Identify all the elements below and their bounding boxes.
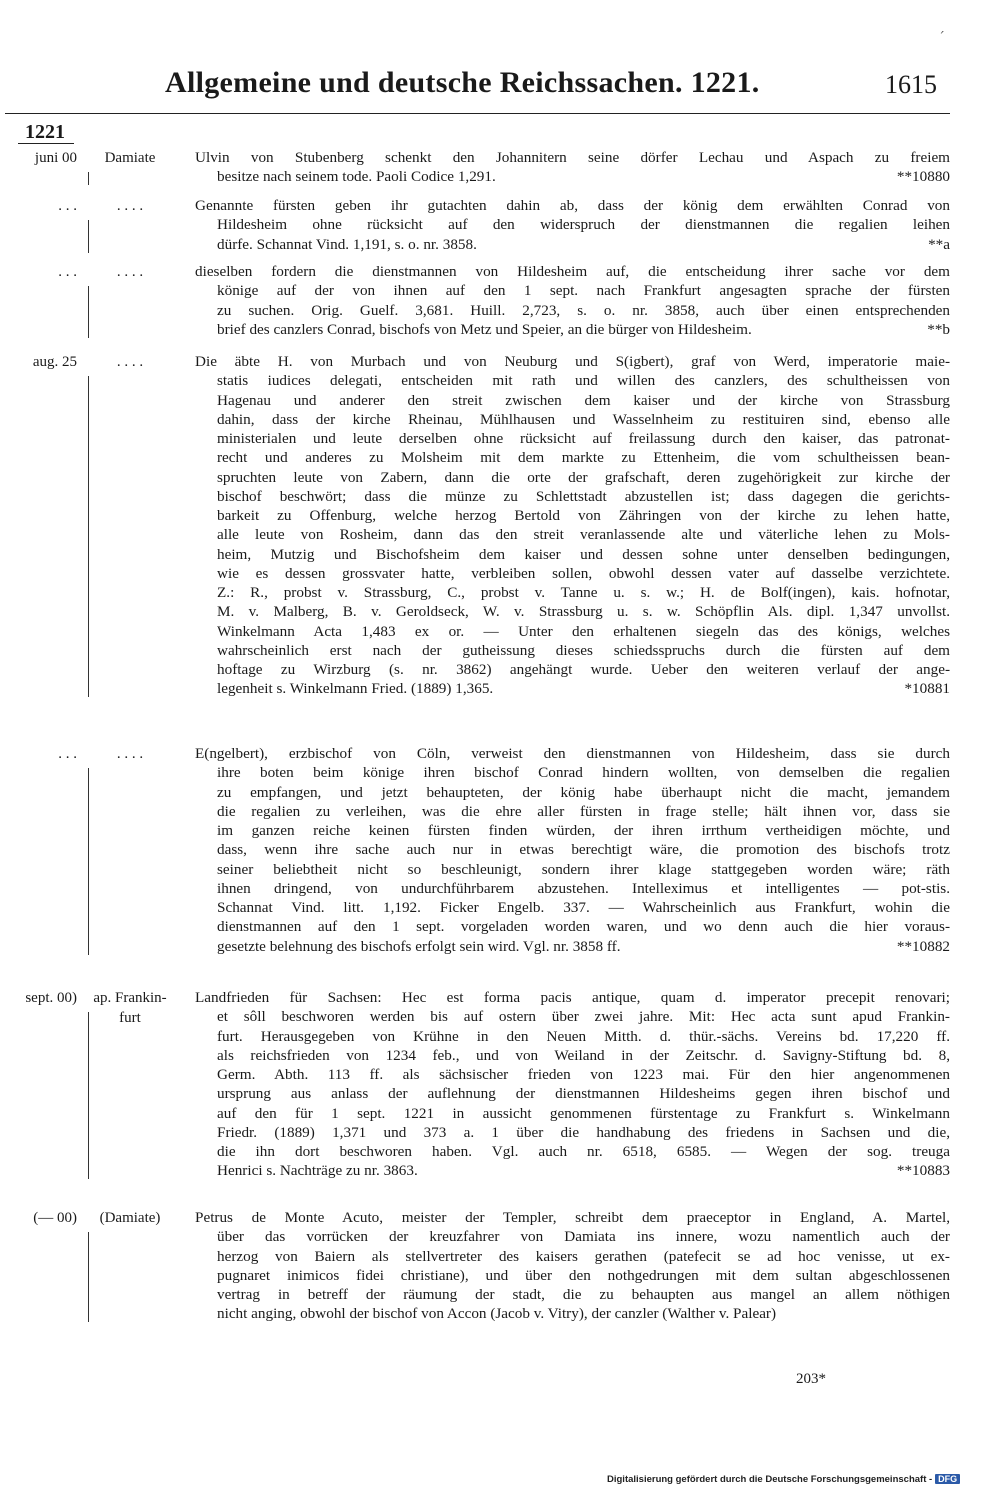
text-line-content: herzog von Baiern als stellvertreter des kaisers gerathen (patefecit se ad hoc venisse, ut ex- xyxy=(217,1247,950,1265)
page-number: 1615 xyxy=(885,70,937,99)
text-line xyxy=(195,148,950,167)
text-line-content: spruchten leute von Zabern, dann die orte der grafschaft, deren zugehörigkeit zur kirche der xyxy=(217,468,950,486)
text-line xyxy=(195,371,950,390)
text-line-content: könige auf der von ihnen auf den 1 sept. nach Frankfurt angesagten sprache der fürsten xyxy=(217,282,950,300)
text-line xyxy=(195,564,950,583)
text-line-content: bischof beschwört; dass die münze zu Schlettstadt abzustellen ist; dass dagegen die gerichts- xyxy=(217,487,950,505)
text-line-content: vertrag in betreff der räumung der stadt, die zu behaupten aus mangel an allem nöthigen xyxy=(217,1286,950,1303)
text-line xyxy=(195,1084,950,1103)
text-line-content: heim, Mutzig und Bischofsheim dem kaiser und dessen sohne unter denselben bedingungen, xyxy=(217,545,950,563)
margin-bracket xyxy=(88,172,89,185)
text-line-content: Ulvin von Stubenberg schenkt den Johannitern seine dörfer Lechau und Aspach zu freiem xyxy=(195,149,950,166)
text-line xyxy=(195,468,950,487)
text-line xyxy=(195,917,950,936)
text-line xyxy=(195,1142,950,1161)
text-line xyxy=(195,641,950,660)
text-line-content: Hildesheim ohne rücksicht auf den widerspruch der dienstmannen die regalien leihen xyxy=(217,216,950,234)
text-line xyxy=(195,1046,950,1065)
text-line xyxy=(195,167,950,186)
signature-mark: 203* xyxy=(796,1371,826,1387)
text-line-content: Hagenau und anderer den streit zwischen dem kaiser und der kirche von Strassburg xyxy=(217,391,950,409)
text-line xyxy=(195,1065,950,1084)
text-line xyxy=(195,988,950,1007)
text-line xyxy=(195,1104,950,1123)
entry-place: ap. Frankin- furt xyxy=(93,990,167,1026)
entry-place: . . . . xyxy=(116,354,144,370)
text-line-content: über das vorrücken der kreuzfahrer von Damiata ins innere, wozu namentlich auch der xyxy=(217,1228,950,1246)
entry-text xyxy=(195,1208,950,1324)
text-line-content: die regalien zu verleihen, was die ehre aller fürsten in frage stelle; hält ihnen vor, dass sie xyxy=(217,802,950,820)
text-line xyxy=(195,660,950,679)
text-line-content: pugnaret inimicos fidei christiane), und über den nothgedrungen mit dem sultan abgeschlossenen xyxy=(217,1266,950,1284)
text-line xyxy=(195,235,950,254)
entry-text xyxy=(195,988,950,1181)
text-line-content: Friedr. (1889) 1,371 und 373 a. 1 über die handhabung des friedens in Sachsen und die, xyxy=(217,1123,950,1141)
text-line-content: dieselben fordern die dienstmannen von Hildesheim auf, die entscheidung ihrer sache vor dem xyxy=(195,263,950,280)
text-line-content: M. v. Malberg, B. v. Geroldseck, W. v. Strassburg u. s. w. Schöpflin Als. dipl. 1,347 unvollst. xyxy=(217,603,950,621)
entry-place: . . . . xyxy=(116,264,144,280)
text-line-content: Landfrieden für Sachsen: Hec est forma pacis antique, quam d. imperator precepit renovari; xyxy=(195,989,950,1006)
text-line-content: Winkelmann Acta 1,483 ex or. — Unter den erhaltenen siegeln das des königs, welches xyxy=(217,622,950,640)
entry-date: . . . xyxy=(58,746,77,762)
funding-note: Digitalisierung gefördert durch die Deutsche Forschungsgemeinschaft - xyxy=(607,1474,933,1485)
text-line xyxy=(195,1247,950,1266)
margin-bracket xyxy=(88,768,89,955)
text-line-content: ursprung aus anlass der auflehnung der dienstmannen Hildesheims gegen ihren bischof und xyxy=(217,1085,950,1103)
text-line xyxy=(195,602,950,621)
text-line-content: als reichsfrieden von 1234 feb., und von Weiland in der Zeitschr. d. Savigny-Stiftung bd. 8, xyxy=(217,1046,950,1064)
year-rule xyxy=(18,143,74,144)
entry-text xyxy=(195,196,950,254)
text-line xyxy=(195,487,950,506)
entry-text xyxy=(195,262,950,339)
text-line xyxy=(195,352,950,371)
entry-text xyxy=(195,352,950,699)
text-line-content: Schannat Vind. litt. 1,192. Ficker Engelb. 337. — Wahrscheinlich aus Frankfurt, wohin die xyxy=(217,899,950,916)
margin-bracket xyxy=(88,376,89,697)
regest-number: **10880 xyxy=(896,168,950,186)
text-line-content: alle leute von Rosheim, dann das den streit veranlassende alte und väterliche lehen zu Mols- xyxy=(217,526,950,544)
text-line-content: statis iudices delegati, entscheiden mit rath und willen des canzlers, des schultheissen von xyxy=(217,372,950,390)
regest-number: **a xyxy=(928,235,950,253)
text-line-content: Die äbte H. von Murbach und von Neuburg und S(igbert), graf von Werd, imperatorie maie- xyxy=(195,353,950,370)
text-line-content: wahrscheinlich erst nach der gutheissung dieses schiedsspruchs durch die fürsten auf dem xyxy=(217,641,950,659)
dfg-logo: DFG xyxy=(935,1474,960,1484)
text-line xyxy=(195,937,950,956)
text-line-content: zu suchen. Orig. Guelf. 3,681. Huill. 2,723, s. o. nr. 3858, auch über einen entsprechenden xyxy=(217,301,950,319)
text-line xyxy=(195,622,950,641)
text-line xyxy=(195,506,950,525)
text-line-content: die ihn dort beschworen haben. Vgl. auch nr. 6518, 6585. — Wegen der sog. treuga xyxy=(217,1143,950,1160)
text-line-content: et sôll beschworen werden bis auf ostern über zwei jahre. Mit: Hec acta sunt apud Frankin- xyxy=(217,1008,950,1026)
text-line-content: barkeit zu Offenburg, welche herzog Bertold von Zähringen von der kirche zu lehen hatte, xyxy=(217,507,950,524)
margin-bracket xyxy=(88,286,89,338)
text-line-content: nicht anging, obwohl der bischof von Accon (Jacob v. Vitry), der canzler (Walther v. Palear) xyxy=(217,1305,777,1323)
text-line xyxy=(195,281,950,300)
page-title: Allgemeine und deutsche Reichssachen. 1221. xyxy=(165,66,760,99)
entry-date: . . . xyxy=(58,264,77,280)
entry-text xyxy=(195,744,950,956)
text-line xyxy=(195,1208,950,1227)
text-line xyxy=(195,320,950,339)
text-line xyxy=(195,679,950,698)
margin-bracket xyxy=(88,1232,89,1322)
text-line xyxy=(195,1007,950,1026)
text-line xyxy=(195,783,950,802)
text-line-content: auf den für 1 sept. 1221 in aussicht genommenen fürstentage zu Frankfurt s. Winkelmann xyxy=(217,1104,950,1122)
margin-mark: ´ xyxy=(938,30,945,46)
text-line xyxy=(195,215,950,234)
entry-place: . . . . xyxy=(116,198,144,214)
text-line-content: E(ngelbert), erzbischof von Cöln, verweist den dienstmannen von Hildesheim, dass sie durch xyxy=(195,745,950,762)
text-line xyxy=(195,821,950,840)
header-rule xyxy=(5,113,950,114)
margin-bracket xyxy=(88,220,89,253)
text-line-content: dahin, dass der kirche Rheinau, Mühlhausen und Wasselnheim zu restituiren sind, ebenso alle xyxy=(217,410,950,428)
text-line xyxy=(195,1304,950,1323)
text-line xyxy=(195,802,950,821)
regest-number: **10882 xyxy=(896,937,950,955)
funding-footer xyxy=(607,1474,960,1485)
regest-number: **10883 xyxy=(896,1162,950,1180)
text-line xyxy=(195,1227,950,1246)
text-line xyxy=(195,410,950,429)
text-line-content: Z.: R., probst v. Strassburg, C., probst v. Tanne u. s. w.; H. de Bolf(ingen), kais. hofnotar, xyxy=(217,584,950,601)
text-line-content: wie es dessen grossvater hatte, verbleiben sollen, obwohl dessen vater auf dasselbe verzichtete. xyxy=(217,564,950,582)
text-line xyxy=(195,840,950,859)
text-line xyxy=(195,763,950,782)
text-line xyxy=(195,262,950,281)
text-line-content: Henrici s. Nachträge zu nr. 3863. xyxy=(217,1162,418,1180)
text-line xyxy=(195,391,950,410)
text-line xyxy=(195,744,950,763)
text-line xyxy=(195,525,950,544)
regest-number: **b xyxy=(927,320,950,338)
text-line-content: Petrus de Monte Acuto, meister der Templer, schreibt dem praeceptor in England, A. Martel, xyxy=(195,1209,950,1226)
entry-date: sept. 00) xyxy=(25,990,77,1006)
text-line xyxy=(195,196,950,215)
text-line-content: legenheit s. Winkelmann Fried. (1889) 1,365. xyxy=(217,680,494,698)
margin-bracket xyxy=(88,1012,89,1179)
text-line-content: hoftage zu Wirzburg (s. nr. 3862) angehängt wurde. Ueber den weiteren verlauf der ange- xyxy=(217,661,950,678)
text-line-content: ministerialen und leute derselben ohne rücksicht auf freilassung durch den kaiser, das patronat- xyxy=(217,430,950,447)
regest-number: *10881 xyxy=(904,680,950,698)
text-line-content: furt. Herausgegeben von Krühne in den Neuen Mitth. d. thür.-sächs. Vereins bd. 17,220 ff. xyxy=(217,1027,950,1045)
text-line xyxy=(195,1027,950,1046)
entry-date: . . . xyxy=(58,198,77,214)
text-line xyxy=(195,1123,950,1142)
text-line-content: dürfe. Schannat Vind. 1,191, s. o. nr. 3858. xyxy=(217,235,477,253)
entry-date: juni 00 xyxy=(34,150,77,166)
text-line-content: ihre boten beim könige ihren bischof Conrad hindern wollten, von demselben die regalien xyxy=(217,764,950,782)
entry-place: . . . . xyxy=(116,746,144,762)
text-line-content: dienstmannen auf den 1 sept. vorgeladen worden waren, und wo denn auch die hier voraus- xyxy=(217,918,950,936)
text-line-content: recht und anderes zu Molsheim mit dem markte zu Ettenheim, die vom schultheissen bean- xyxy=(217,449,950,467)
entry-place: Damiate xyxy=(104,150,156,166)
text-line xyxy=(195,1161,950,1180)
text-line-content: Genannte fürsten geben ihr gutachten dahin ab, dass der könig dem erwählten Conrad von xyxy=(195,197,950,214)
text-line xyxy=(195,545,950,564)
entry-date: aug. 25 xyxy=(32,354,77,370)
text-line-content: im ganzen reiche keinen fürsten finden würden, der ihren irrthum vertheidigen möchte, und xyxy=(217,822,950,839)
text-line xyxy=(195,301,950,320)
text-line-content: ihnen dringend, von undurchführbarem abzustehen. Intelleximus et intelligentes — pot-stis. xyxy=(217,879,950,897)
text-line xyxy=(195,583,950,602)
text-line-content: dass, wenn ihre sache auch nur in etwas berechtigt wäre, die promotion des bischofs trotz xyxy=(217,841,950,859)
text-line-content: brief des canzlers Conrad, bischofs von Metz und Speier, an die bürger von Hildesheim. xyxy=(217,320,752,338)
text-line-content: Germ. Abth. 113 ff. als sächsischer frieden von 1223 mai. Für den hier angenommenen xyxy=(217,1066,950,1083)
text-line-content: gesetzte belehnung des bischofs erfolgt sein wird. Vgl. nr. 3858 ff. xyxy=(217,937,621,955)
text-line xyxy=(195,1285,950,1304)
text-line xyxy=(195,448,950,467)
text-line-content: seiner beliebtheit nicht so beschleunigt, sondern ihrer klage stattgegeben worden wäre; räth xyxy=(217,860,950,878)
entry-text xyxy=(195,148,950,187)
text-line xyxy=(195,860,950,879)
year-label: 1221 xyxy=(25,121,65,143)
entry-date: (— 00) xyxy=(33,1210,77,1226)
text-line xyxy=(195,898,950,917)
text-line xyxy=(195,879,950,898)
entry-place: (Damiate) xyxy=(99,1210,161,1226)
text-line-content: besitze nach seinem tode. Paoli Codice 1,291. xyxy=(217,168,496,186)
text-line xyxy=(195,429,950,448)
text-line xyxy=(195,1266,950,1285)
text-line-content: zu empfangen, und jetzt behaupteten, der könig habe überhaupt nicht die macht, jemandem xyxy=(217,783,950,801)
